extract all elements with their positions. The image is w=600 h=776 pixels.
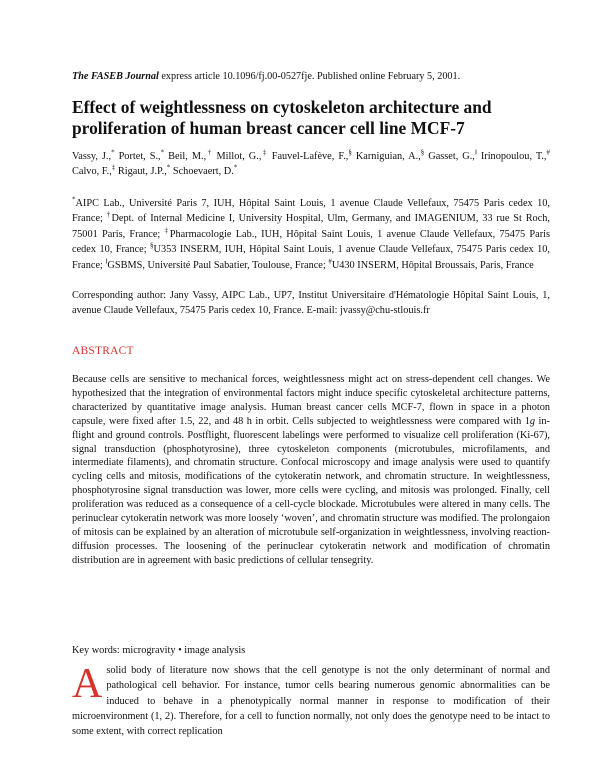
author-mark: #	[546, 148, 551, 157]
author-mark: ‡	[261, 148, 268, 157]
affiliation-mark: §	[150, 241, 154, 250]
author-mark: ‡	[111, 163, 116, 172]
author-name: Fauvel-Lafève, F.,	[267, 151, 349, 162]
keywords-line	[72, 645, 245, 656]
author-name: Rigaut, J.P.,	[115, 166, 167, 178]
affiliation-mark: #	[328, 257, 332, 266]
affiliation-text: U430 INSERM, Hôpital Broussais, Paris, France	[331, 259, 534, 271]
paper-title: Effect of weightlessness on cytoskeleton architecture and proliferation of human breast cancer cell line MCF-7	[72, 97, 492, 138]
affiliation-text: GSBMS, Université Paul Sabatier, Toulouse, France;	[107, 259, 329, 271]
keyword: microgravity	[122, 645, 176, 656]
author-mark: §	[348, 148, 352, 157]
author-name: Vassy, J.,	[72, 151, 112, 162]
affiliation-mark: ‖	[105, 257, 108, 266]
author-mark: *	[111, 148, 115, 157]
keywords-label: Key words:	[72, 645, 123, 656]
author-name: Calvo, F.,	[72, 166, 112, 178]
affiliation-text: AIPC Lab., Université Paris 7, IUH, Hôpital Saint Louis, 1 avenue Claude Vellefaux, 75475 Paris cedex 10, France;	[72, 198, 550, 225]
introduction-paragraph	[72, 663, 550, 773]
affiliation-mark: ‡	[164, 226, 170, 235]
affiliation-text: Dept. of Internal Medicine I, University Hospital, Ulm, Germany, and IMAGENIUM, 33 rue St Roch, 75001 Paris, France;	[72, 213, 551, 240]
affiliation-mark: *	[72, 195, 76, 204]
author-list	[72, 149, 550, 180]
abstract-body	[72, 373, 550, 568]
affiliation-text: U353 INSERM, IUH, Hôpital Saint Louis, 1 avenue Claude Vellefaux, 75475 Paris cedex 10, France;	[72, 244, 550, 271]
journal-name: The FASEB Journal	[72, 71, 159, 82]
gravity-symbol: g	[529, 415, 536, 427]
keyword-separator: •	[175, 645, 185, 656]
author-name: Irinopoulou, T.,	[476, 151, 547, 162]
introduction-text: solid body of literature now shows that the cell genotype is not the only determinant of normal and pathological cell behavior. For instance, tumor cells bearing numerous genomic abnormalities can be induced to behave in a phenotypically normal manner in response to modification of their microenvironment (1, 2). Therefore, for a cell to function normally, not only does the genotype need to be intact to some extent, with correct replication	[72, 665, 550, 738]
affiliation-mark: †	[106, 210, 112, 219]
author-mark: *	[233, 163, 238, 172]
affiliations	[72, 196, 550, 273]
author-mark: †	[206, 148, 213, 157]
abstract-text-part1: Because cells are sensitive to mechanical forces, weightlessness might act on stress-dependent cell changes. We hypothesized that the integration of environmental factors might induce specific cytoskeletal architecture patterns, characterized by quantitative image analysis. Human breast cancer cells MCF-7, flown in space in a photon capsule, were fixed after 1.5, 22, and 48 h in orbit. Cells subjected to weightlessness were compared with 1	[72, 374, 550, 427]
author-name: Beil, M.,	[164, 151, 207, 162]
journal-citation-line	[72, 71, 460, 82]
author-name: Gasset, G.,	[424, 151, 475, 162]
affiliation-text: Pharmacologie Lab., IUH, Hôpital Saint Louis, 1 avenue Claude Vellefaux, 75475 Paris cedex 10, France;	[72, 228, 551, 256]
author-name: Schoevaert, D.	[170, 166, 234, 178]
corresponding-author: Corresponding author: Jany Vassy, AIPC Lab., UP7, Institut Universitaire d'Hématologie Hôpital Saint Louis, 1, avenue Claude Vellefaux, 75475 Paris cedex 10, France. E-mail: jvassy@chu-stlouis.fr	[72, 290, 550, 317]
author-name: Karniguian, A.,	[351, 151, 421, 162]
author-mark: ‖	[474, 148, 477, 157]
author-name: Millot, G.,	[212, 151, 262, 162]
drop-cap: A	[72, 663, 103, 707]
author-name: Portet, S.,	[114, 151, 161, 162]
author-mark: *	[160, 148, 165, 157]
author-mark: §	[420, 148, 425, 157]
abstract-heading: ABSTRACT	[72, 345, 134, 357]
keyword: image analysis	[184, 645, 246, 656]
abstract-text-part2: in-flight and ground controls. Postflight, fluorescent labelings were performed to visualize cell proliferation (Ki-67), signal transduction (phosphotyrosine), three cytoskeleton components (microtubules, microfilaments, and intermediate filaments), and chromatin structure. Confocal microscopy and image analysis were used to quantify cycling cells and mitosis, modifications of the cytokeratin network, and chromatin structure. In weightlessness, phosphotyrosine signal transduction was lower, more cells were cycling, and mitosis was prolonged. Finally, cell proliferation was reduced as a consequence of a cell-cycle blockade. Microtubules were altered in many cells. The perinuclear cytokeratin network was more loosely ‘woven’, and chromatin structure was modified. The prolongaion of mitosis can be explained by an alteration of microtubule self-organization in weightlessness, involving reaction-diffusion processes. The loosening of the perinuclear cytokeratin network and modification of chromatin distribution are in agreement with basic predictions of cellular tensegrity.	[72, 415, 550, 566]
citation-text: express article 10.1096/fj.00-0527fje. Published online February 5, 2001.	[158, 71, 461, 82]
author-mark: *	[166, 163, 171, 172]
